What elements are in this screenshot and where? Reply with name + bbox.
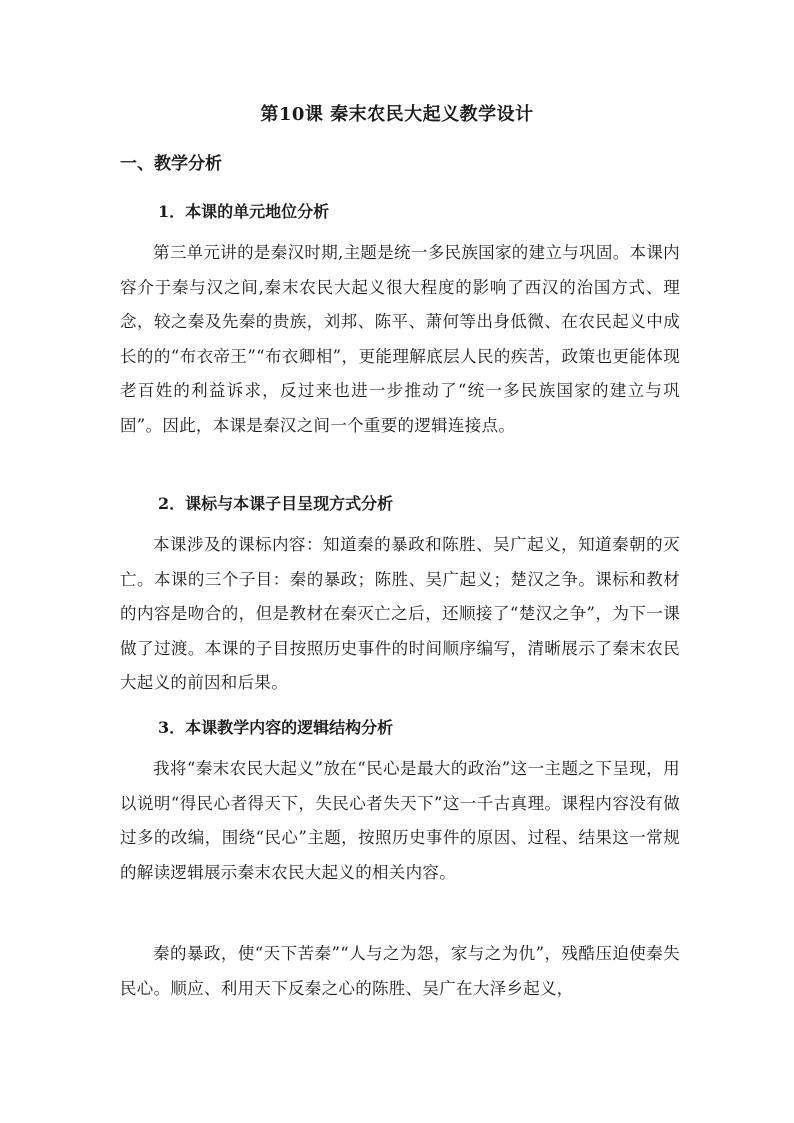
paragraph-unit-position: 第三单元讲的是秦汉时期,主题是统一多民族国家的建立与巩固。本课内容介于秦与汉之间,秦末农民大起义很大程度的影响了西汉的治国方式、理念，较之秦及先秦的贵族，刘邦、陈平、萧何等出身低微、在农民起义中成长的的“布衣帝王”“布衣卿相”，更能理解底层人民的疾苦，政策也更能体现老百姓的利益诉求，反过来也进一步推动了“统一多民族国家的建立与巩固”。因此，本课是秦汉之间一个重要的逻辑连接点。 — [120, 243, 680, 435]
paragraph-curriculum-standard: 本课涉及的课标内容：知道秦的暴政和陈胜、吴广起义，知道秦朝的灭亡。本课的三个子目：秦的暴政；陈胜、吴广起义；楚汉之争。课标和教材的内容是吻合的，但是教材在秦灭亡之后，还顺接了“楚汉之争”，为下一课做了过渡。本课的子目按照历史事件的时间顺序编写，清晰展示了秦末农民大起义的前因和后果。 — [120, 535, 680, 692]
section-heading-teaching-analysis: 一、教学分析 — [120, 154, 222, 174]
subsection-heading-curriculum-standard: 2．课标与本课子目呈现方式分析 — [158, 494, 394, 513]
paragraph-logic-structure: 我将“秦末农民大起义”放在“民心是最大的政治”这一主题之下呈现，用以说明“得民心者得天下，失民心者失天下”这一千古真理。课程内容没有做过多的改编，围绕“民心”主题，按照历史事件的原因、过程、结果这一常规的解读逻辑展示秦末农民大起义的相关内容。 — [120, 759, 680, 882]
subsection-heading-unit-position: 1．本课的单元地位分析 — [158, 202, 330, 221]
paragraph-qin-tyranny: 秦的暴政，使“天下苦秦”“人与之为怨，家与之为仇”，残酷压迫使秦失民心。顺应、利用天下反秦之心的陈胜、吴广在大泽乡起义， — [120, 944, 680, 998]
subsection-heading-logic-structure: 3．本课教学内容的逻辑结构分析 — [158, 718, 394, 737]
document-title: 第10课 秦末农民大起义教学设计 — [260, 104, 534, 125]
